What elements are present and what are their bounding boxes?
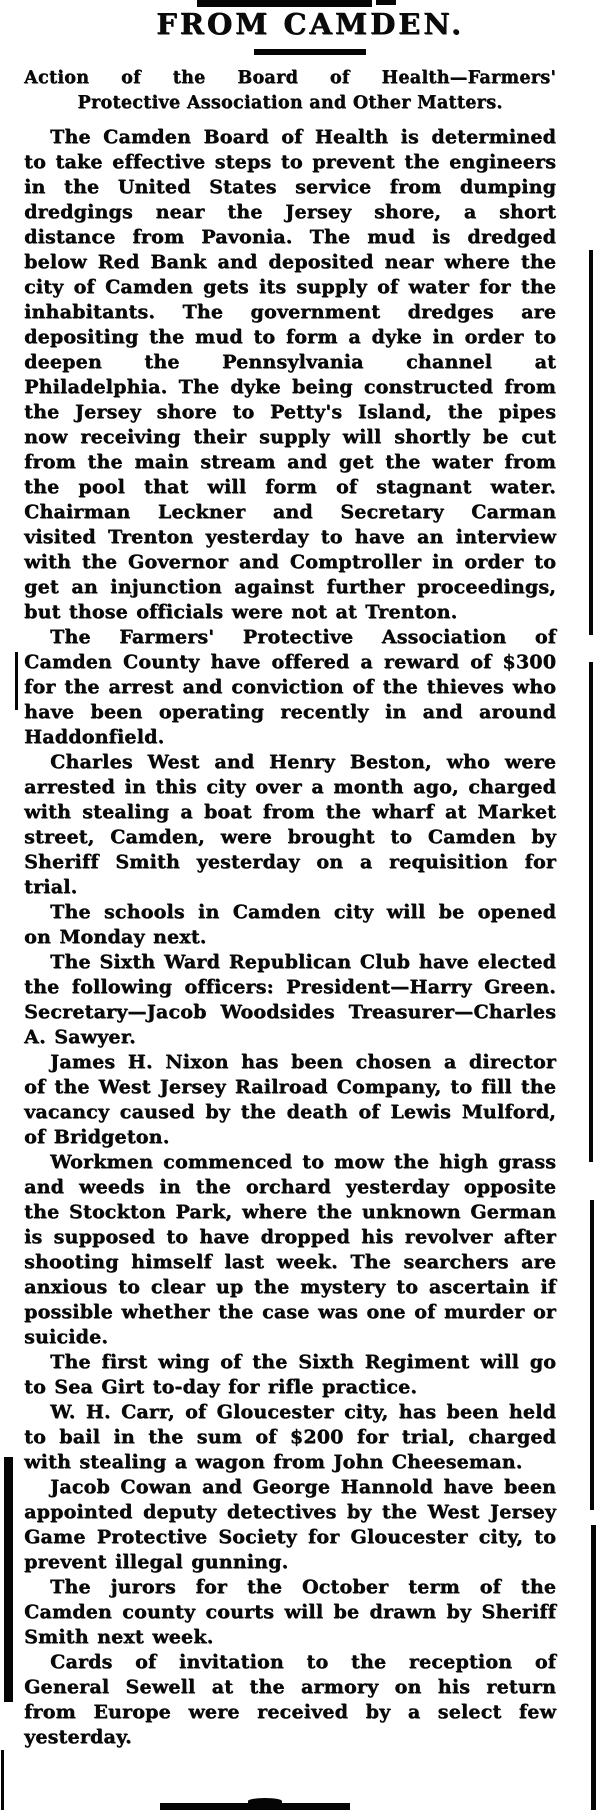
article-paragraph: The Sixth Ward Republican Club have elected the following officers: President—Harry Green. Secretary—Jacob Woodsides Treasurer—Charles A. Sawyer. xyxy=(24,951,556,1048)
top-partial-rule xyxy=(197,0,372,7)
title-underline-rule xyxy=(254,49,366,55)
subheading-line-1: Action of the Board of Health—Farmers' xyxy=(24,68,556,88)
top-rule-fragment xyxy=(376,0,396,5)
left-margin-bar xyxy=(4,1457,13,1702)
article-body xyxy=(24,125,556,1750)
subheading-line-2: Protective Association and Other Matters. xyxy=(77,93,503,113)
right-column-rule-segment xyxy=(591,1525,596,1810)
bottom-rule-ornament xyxy=(248,1798,282,1804)
right-column-rule-segment xyxy=(590,1200,594,1510)
article-paragraph: The schools in Camden city will be opened on Monday next. xyxy=(24,901,556,948)
article-paragraph: The Farmers' Protective Association of Camden County have offered a reward of $300 for the arrest and conviction of the thieves who have been operating recently in and around Haddonfield. xyxy=(24,626,556,748)
article-title: FROM CAMDEN. xyxy=(156,7,464,41)
article-paragraph: Workmen commenced to mow the high grass and weeds in the orchard yesterday opposite the Stockton Park, where the unknown German is supposed to have dropped his revolver after shooting himself last week. The searchers are anxious to clear up the mystery to ascertain if possible whether the case was one of murder or suicide. xyxy=(24,1151,556,1348)
article-paragraph: James H. Nixon has been chosen a director of the West Jersey Railroad Company, to fill the vacancy caused by the death of Lewis Mulford, of Bridgeton. xyxy=(24,1051,556,1148)
article-paragraph: W. H. Carr, of Gloucester city, has been held to bail in the sum of $200 for trial, charged with stealing a wagon from John Cheeseman. xyxy=(24,1401,556,1473)
article-column xyxy=(24,8,556,1750)
right-column-rule-segment xyxy=(589,662,593,1162)
article-paragraph: Jacob Cowan and George Hannold have been appointed deputy detectives by the West Jersey Game Protective Society for Gloucester city, to prevent illegal gunning. xyxy=(24,1476,556,1573)
article-paragraph: The first wing of the Sixth Regiment will go to Sea Girt to-day for rifle practice. xyxy=(24,1351,556,1398)
article-paragraph: Cards of invitation to the reception of General Sewell at the armory on his return from Europe were received by a select few yesterday. xyxy=(24,1651,556,1748)
right-column-rule-segment xyxy=(589,250,593,635)
article-paragraph: The Camden Board of Health is determined to take effective steps to prevent the engineers in the United States service from dumping dredgings near the Jersey shore, a short distance from Pavonia. The mud is dredged below Red Bank and deposited near where the city of Camden gets its supply of water for the inhabitants. The government dredges are depositing the mud to form a dyke in order to deepen the Pennsylvania channel at Philadelphia. The dyke being constructed from the Jersey shore to Petty's Island, the pipes now receiving their supply will shortly be cut from the main stream and get the water from the pool that will form of stagnant water. Chairman Leckner and Secretary Carman visited Trenton yesterday to have an interview with the Governor and Comptroller in order to get an injunction against further proceedings, but those officials were not at Trenton. xyxy=(24,126,556,623)
bottom-partial-rule xyxy=(160,1803,350,1810)
article-paragraph: Charles West and Henry Beston, who were arrested in this city over a month ago, charged with stealing a boat from the wharf at Market street, Camden, were brought to Camden by Sheriff Smith yesterday on a requisition for trial. xyxy=(24,751,556,898)
article-subheading xyxy=(24,66,556,116)
article-masthead xyxy=(44,8,576,55)
left-margin-mark xyxy=(15,652,18,710)
left-column-rule-fragment xyxy=(1,1750,4,1810)
article-paragraph: The jurors for the October term of the Camden county courts will be drawn by Sheriff Smith next week. xyxy=(24,1576,556,1648)
